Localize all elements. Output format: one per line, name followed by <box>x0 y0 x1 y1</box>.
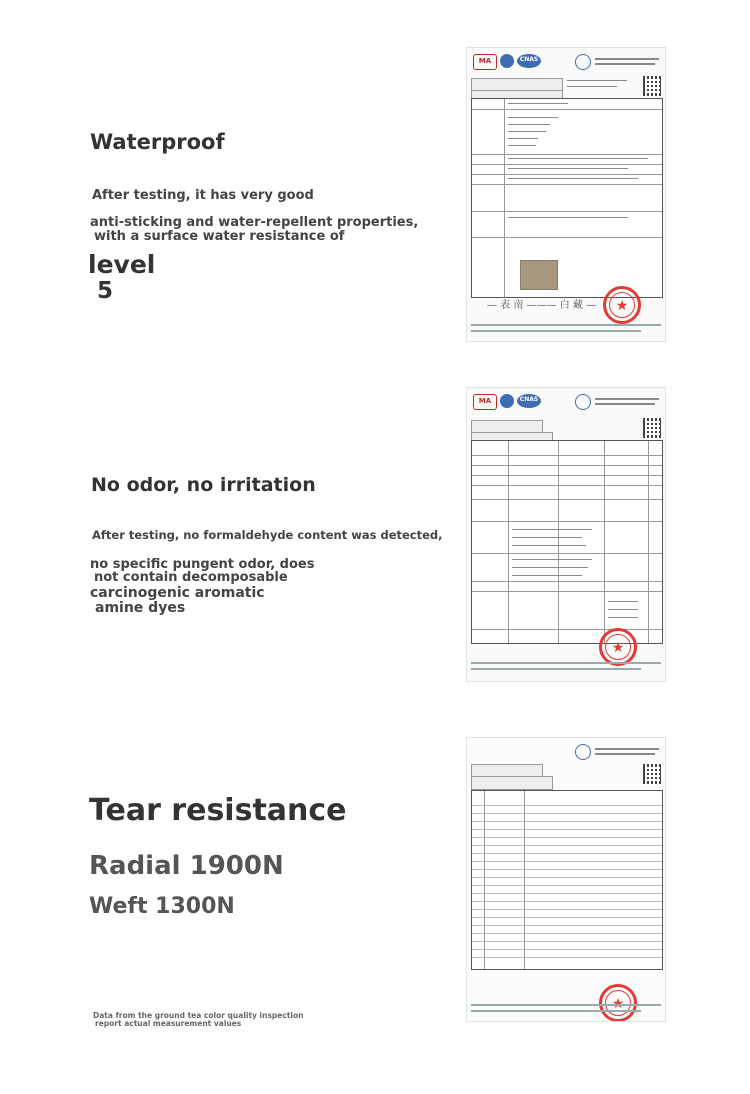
footnote-line-2: report actual measurement values <box>95 1019 242 1028</box>
waterproof-line-3: with a surface water resistance of <box>94 229 345 244</box>
cnas-logo: CNAS <box>517 394 541 408</box>
report-table <box>471 790 663 970</box>
lab-name <box>595 58 659 60</box>
waterproof-line-2: anti-sticking and water-repellent properties, <box>90 215 419 230</box>
tear-radial-value: Radial 1900N <box>89 851 284 881</box>
waterproof-line-1: After testing, it has very good <box>92 188 314 203</box>
footnote-line-1: Data from the ground tea color quality inspection <box>93 1011 304 1020</box>
odor-heading: No odor, no irritation <box>91 474 316 496</box>
cma-logo: MA <box>473 54 497 70</box>
waterproof-level-value: 5 <box>97 278 114 304</box>
qr-code-icon <box>643 76 663 96</box>
odor-line-5: amine dyes <box>95 600 186 616</box>
tear-weft-value: Weft 1300N <box>89 894 235 919</box>
lab-logo <box>575 394 591 410</box>
test-report-tear <box>466 737 666 1022</box>
lab-seal: ★ <box>603 286 641 324</box>
ilac-logo <box>500 394 514 408</box>
cnas-logo: CNAS <box>517 54 541 68</box>
qr-code-icon <box>643 764 663 784</box>
odor-line-1: After testing, no formaldehyde content was detected, <box>92 528 443 542</box>
report-table <box>471 440 663 644</box>
ilac-logo <box>500 54 514 68</box>
report-table <box>471 98 663 298</box>
tear-heading: Tear resistance <box>89 793 347 828</box>
cma-logo: MA <box>473 394 497 410</box>
lab-seal: ★ <box>599 628 637 666</box>
qr-code-icon <box>643 418 663 438</box>
odor-line-3: not contain decomposable <box>94 570 288 585</box>
waterproof-heading: Waterproof <box>90 130 225 154</box>
fabric-swatch <box>520 260 558 290</box>
lab-logo <box>575 54 591 70</box>
odor-line-2: no specific pungent odor, does <box>90 557 315 572</box>
odor-line-4: carcinogenic aromatic <box>90 585 265 601</box>
lab-seal <box>599 984 637 1022</box>
waterproof-level-label: level <box>88 250 156 279</box>
lab-logo <box>575 744 591 760</box>
signature: — 表 南 ——— 白 藏 — <box>487 300 597 311</box>
test-report-waterproof <box>466 47 666 342</box>
test-report-odor <box>466 387 666 682</box>
